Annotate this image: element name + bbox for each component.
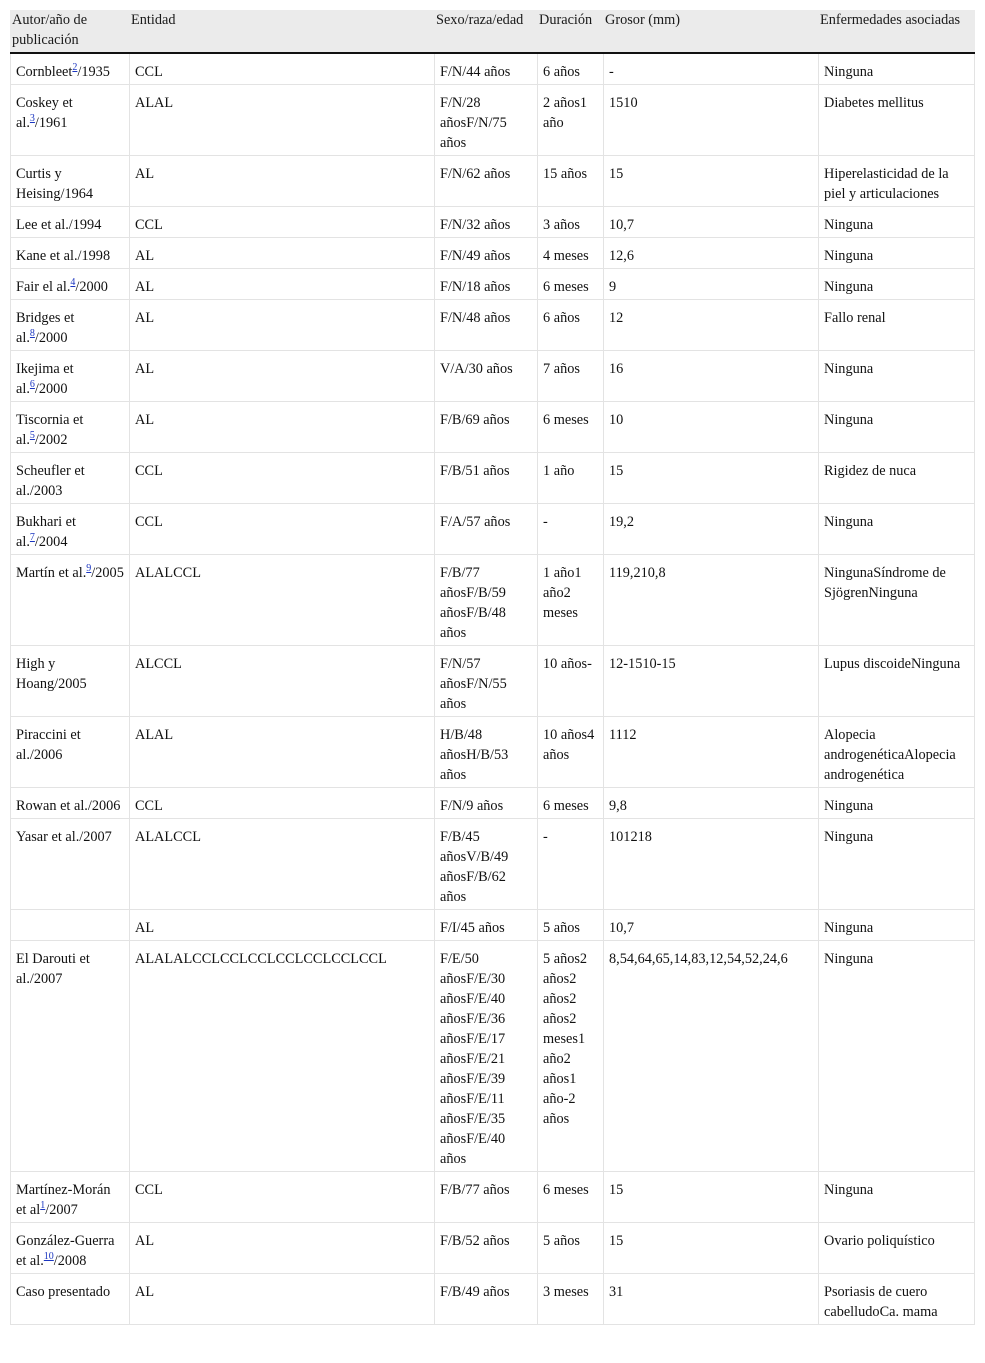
header-row (10, 10, 975, 54)
header-grosor: Grosor (mm) (603, 10, 818, 54)
cell-enfermedades: Diabetes mellitus (818, 85, 975, 156)
reference-link[interactable]: 1 (40, 1200, 46, 1212)
cell-duracion: 15 años (537, 156, 603, 207)
cell-enfermedades: Ninguna (818, 910, 975, 941)
cell-grosor: 15 (603, 453, 818, 504)
table-row (10, 717, 975, 788)
cell-grosor: 10 (603, 402, 818, 453)
table-row (10, 453, 975, 504)
cell-autor (10, 819, 129, 910)
cell-entidad: AL (129, 269, 434, 300)
cell-autor (10, 941, 129, 1172)
autor-text: Lee et al./1994 (16, 217, 102, 233)
reference-link[interactable]: 3 (29, 113, 35, 125)
cell-sexo: F/N/57 añosF/N/55 años (434, 646, 537, 717)
table-body (10, 54, 975, 1325)
cell-autor (10, 85, 129, 156)
autor-text: Cornbleet (16, 64, 73, 80)
cell-enfermedades: Lupus discoideNinguna (818, 646, 975, 717)
cell-enfermedades: NingunaSíndrome de SjögrenNinguna (818, 555, 975, 646)
table-row (10, 1274, 975, 1325)
cell-duracion: 5 años (537, 910, 603, 941)
cell-sexo: F/N/62 años (434, 156, 537, 207)
cell-enfermedades: Ninguna (818, 504, 975, 555)
autor-text: Curtis y Heising/1964 (16, 166, 94, 202)
cell-duracion: 4 meses (537, 238, 603, 269)
cell-duracion: 1 año (537, 453, 603, 504)
autor-year: /2005 (91, 565, 124, 581)
table-row (10, 54, 975, 85)
table-row (10, 238, 975, 269)
autor-text: Piraccini et al./2006 (16, 727, 81, 763)
table-row (10, 156, 975, 207)
cell-grosor: 119,210,8 (603, 555, 818, 646)
table-row (10, 351, 975, 402)
reference-link[interactable]: 5 (29, 430, 35, 442)
cell-duracion: 6 meses (537, 788, 603, 819)
cell-autor (10, 300, 129, 351)
cell-grosor: 1112 (603, 717, 818, 788)
table-row (10, 819, 975, 910)
reference-link[interactable]: 7 (29, 532, 35, 544)
table-row (10, 941, 975, 1172)
autor-text: Tiscornia et al. (16, 412, 84, 448)
autor-year: /1961 (34, 115, 68, 131)
cell-sexo: F/A/57 años (434, 504, 537, 555)
table-row (10, 1223, 975, 1274)
cell-autor (10, 1223, 129, 1274)
autor-text: High y Hoang/2005 (16, 656, 87, 692)
cell-grosor: 8,54,64,65,14,83,12,54,52,24,6 (603, 941, 818, 1172)
header-sexo: Sexo/raza/edad (434, 10, 537, 54)
cell-autor (10, 156, 129, 207)
cell-sexo: F/N/49 años (434, 238, 537, 269)
cell-entidad: ALALCCL (129, 555, 434, 646)
cell-duracion: 10 años- (537, 646, 603, 717)
table-row (10, 788, 975, 819)
table-container (10, 10, 975, 1325)
cell-sexo: F/B/77 años (434, 1172, 537, 1223)
cell-sexo: F/B/69 años (434, 402, 537, 453)
cell-duracion: 10 años4 años (537, 717, 603, 788)
cell-enfermedades: Ninguna (818, 402, 975, 453)
cell-grosor: 16 (603, 351, 818, 402)
cell-autor (10, 788, 129, 819)
cell-autor (10, 351, 129, 402)
cell-sexo: F/B/52 años (434, 1223, 537, 1274)
cell-sexo: V/A/30 años (434, 351, 537, 402)
cell-autor (10, 238, 129, 269)
cell-autor (10, 207, 129, 238)
cell-sexo: F/N/48 años (434, 300, 537, 351)
cell-grosor: 10,7 (603, 910, 818, 941)
autor-text: González-Guerra et al. (16, 1233, 115, 1269)
autor-year: /2000 (34, 330, 68, 346)
cell-sexo: F/B/45 añosV/B/49 añosF/B/62 años (434, 819, 537, 910)
autor-text: Bridges et al. (16, 310, 75, 346)
header-duracion: Duración (537, 10, 603, 54)
cell-sexo: F/N/28 añosF/N/75 años (434, 85, 537, 156)
cell-grosor: 12,6 (603, 238, 818, 269)
cell-entidad: AL (129, 1223, 434, 1274)
autor-text: Caso presentado (16, 1284, 111, 1300)
cell-enfermedades: Psoriasis de cuero cabelludoCa. mama (818, 1274, 975, 1325)
cell-grosor: 1510 (603, 85, 818, 156)
autor-year: /1935 (77, 64, 110, 80)
cell-enfermedades: Ninguna (818, 788, 975, 819)
autor-text: Rowan et al./2006 (16, 798, 121, 814)
table-row (10, 300, 975, 351)
autor-text: Martínez-Morán et al (16, 1182, 111, 1218)
cell-entidad: AL (129, 1274, 434, 1325)
table-row (10, 1172, 975, 1223)
cell-entidad: CCL (129, 207, 434, 238)
cell-autor (10, 269, 129, 300)
cell-enfermedades: Ninguna (818, 941, 975, 1172)
cell-grosor: 15 (603, 1223, 818, 1274)
cell-enfermedades: Hiperelasticidad de la piel y articulaciones (818, 156, 975, 207)
table-row (10, 555, 975, 646)
autor-text: El Darouti et al./2007 (16, 951, 90, 987)
cell-enfermedades: Ninguna (818, 54, 975, 85)
cell-sexo: H/B/48 añosH/B/53 años (434, 717, 537, 788)
cell-entidad: CCL (129, 504, 434, 555)
cell-sexo: F/E/50 añosF/E/30 añosF/E/40 añosF/E/36 añosF/E/17 añosF/E/21 añosF/E/39 añosF/E/11 añosF/E/35 añosF/E/40 años (434, 941, 537, 1172)
cell-duracion: 6 meses (537, 269, 603, 300)
cell-autor (10, 717, 129, 788)
autor-text: Bukhari et al. (16, 514, 76, 550)
cell-entidad: CCL (129, 1172, 434, 1223)
cell-duracion: 6 meses (537, 402, 603, 453)
reference-link[interactable]: 2 (72, 62, 78, 74)
cell-autor (10, 504, 129, 555)
cell-entidad: ALAL (129, 85, 434, 156)
cell-autor (10, 1274, 129, 1325)
cell-sexo: F/N/18 años (434, 269, 537, 300)
cell-duracion: 6 meses (537, 1172, 603, 1223)
cell-entidad: ALALCCL (129, 819, 434, 910)
cell-autor (10, 453, 129, 504)
cell-entidad: AL (129, 238, 434, 269)
cell-entidad: CCL (129, 54, 434, 85)
autor-year: /2007 (45, 1202, 78, 1218)
cell-sexo: F/N/9 años (434, 788, 537, 819)
autor-year: /2004 (34, 534, 68, 550)
cell-entidad: ALAL (129, 717, 434, 788)
cell-duracion: 5 años (537, 1223, 603, 1274)
table-row (10, 85, 975, 156)
cell-duracion: 6 años (537, 300, 603, 351)
cell-entidad: ALCCL (129, 646, 434, 717)
table-row (10, 402, 975, 453)
table-row (10, 504, 975, 555)
cell-entidad: CCL (129, 453, 434, 504)
cell-grosor: 9,8 (603, 788, 818, 819)
cell-duracion: 2 años1 año (537, 85, 603, 156)
table-row (10, 646, 975, 717)
cell-entidad: AL (129, 156, 434, 207)
autor-text: Scheufler et al./2003 (16, 463, 85, 499)
autor-year: /2008 (53, 1253, 87, 1269)
cell-grosor: 15 (603, 156, 818, 207)
reference-link[interactable]: 4 (70, 277, 76, 289)
reference-link[interactable]: 8 (29, 328, 35, 340)
cell-duracion: 7 años (537, 351, 603, 402)
autor-text: Fair el al. (16, 279, 71, 295)
cell-sexo: F/I/45 años (434, 910, 537, 941)
cell-grosor: - (603, 54, 818, 85)
cell-enfermedades: Rigidez de nuca (818, 453, 975, 504)
autor-text: Kane et al./1998 (16, 248, 111, 264)
reference-link[interactable]: 10 (43, 1251, 54, 1263)
cell-sexo: F/B/49 años (434, 1274, 537, 1325)
cell-duracion: - (537, 504, 603, 555)
cell-duracion: - (537, 819, 603, 910)
cell-duracion: 6 años (537, 54, 603, 85)
cell-grosor: 12 (603, 300, 818, 351)
autor-year: /2000 (75, 279, 108, 295)
cell-grosor: 10,7 (603, 207, 818, 238)
reference-link[interactable]: 9 (86, 563, 92, 575)
cell-entidad: AL (129, 402, 434, 453)
cell-duracion: 5 años2 años2 años2 años2 meses1 año2 años1 año-2 años (537, 941, 603, 1172)
cell-entidad: AL (129, 910, 434, 941)
cell-autor (10, 555, 129, 646)
cell-grosor: 15 (603, 1172, 818, 1223)
cell-entidad: AL (129, 351, 434, 402)
cell-autor (10, 54, 129, 85)
header-entidad: Entidad (129, 10, 434, 54)
reference-link[interactable]: 6 (29, 379, 35, 391)
cell-enfermedades: Ninguna (818, 207, 975, 238)
cell-grosor: 19,2 (603, 504, 818, 555)
cell-sexo: F/B/51 años (434, 453, 537, 504)
cell-duracion: 3 meses (537, 1274, 603, 1325)
autor-text: Ikejima et al. (16, 361, 74, 397)
cell-grosor: 12-1510-15 (603, 646, 818, 717)
table-row (10, 207, 975, 238)
cell-duracion: 3 años (537, 207, 603, 238)
cell-enfermedades: Ninguna (818, 238, 975, 269)
cell-enfermedades: Fallo renal (818, 300, 975, 351)
autor-year: /2000 (34, 381, 68, 397)
cell-entidad: CCL (129, 788, 434, 819)
cell-autor (10, 910, 129, 941)
cell-sexo: F/N/32 años (434, 207, 537, 238)
data-table (10, 10, 975, 1325)
table-row (10, 910, 975, 941)
cell-autor (10, 646, 129, 717)
cell-enfermedades: Ninguna (818, 351, 975, 402)
cell-entidad: AL (129, 300, 434, 351)
cell-grosor: 9 (603, 269, 818, 300)
cell-enfermedades: Ninguna (818, 1172, 975, 1223)
cell-enfermedades: Ninguna (818, 269, 975, 300)
cell-enfermedades: Ninguna (818, 819, 975, 910)
cell-sexo: F/N/44 años (434, 54, 537, 85)
autor-text: Martín et al. (16, 565, 87, 581)
table-row (10, 269, 975, 300)
cell-sexo: F/B/77 añosF/B/59 añosF/B/48 años (434, 555, 537, 646)
cell-enfermedades: Alopecia androgenéticaAlopecia androgenética (818, 717, 975, 788)
cell-autor (10, 1172, 129, 1223)
cell-grosor: 31 (603, 1274, 818, 1325)
cell-grosor: 101218 (603, 819, 818, 910)
autor-text: Yasar et al./2007 (16, 829, 112, 845)
cell-entidad: ALALALCCLCCLCCLCCLCCLCCLCCL (129, 941, 434, 1172)
header-enfermedades: Enfermedades asociadas (818, 10, 975, 54)
cell-duracion: 1 año1 año2 meses (537, 555, 603, 646)
autor-text: Coskey et al. (16, 95, 73, 131)
cell-autor (10, 402, 129, 453)
cell-enfermedades: Ovario poliquístico (818, 1223, 975, 1274)
header-autor: Autor/año de publicación (10, 10, 129, 54)
autor-year: /2002 (34, 432, 68, 448)
